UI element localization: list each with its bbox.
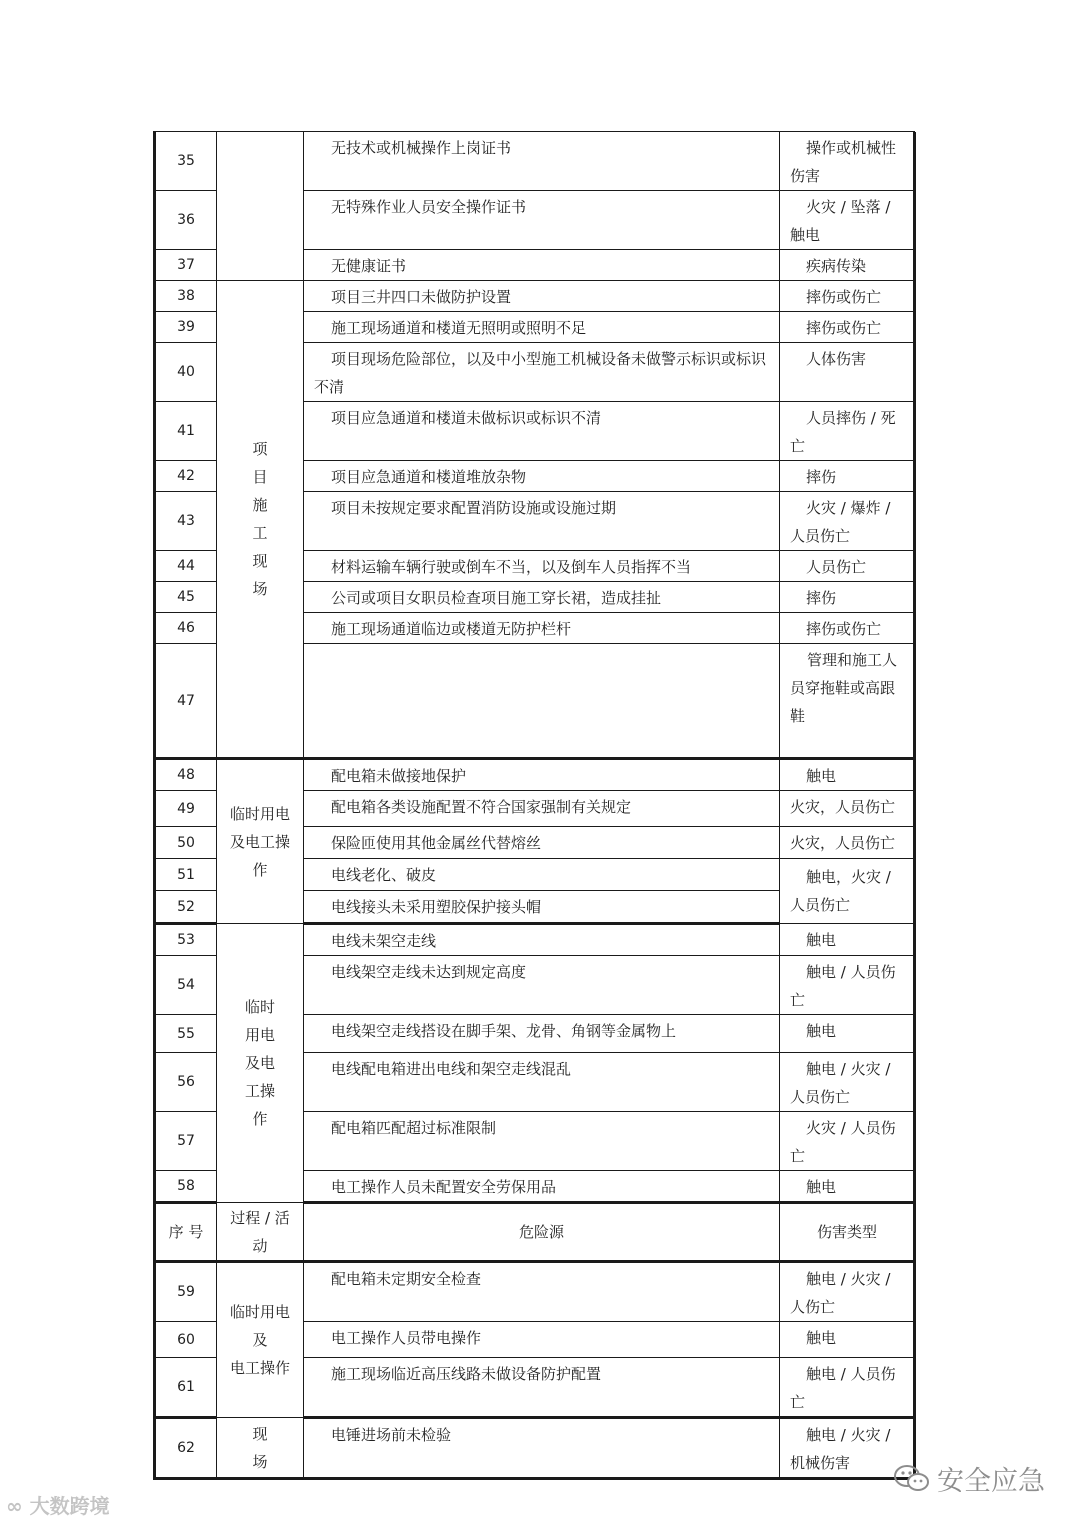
row-number: 53 (155, 924, 217, 956)
process-char: 施 (252, 496, 268, 514)
header-harm-type: 伤害类型 (780, 1203, 915, 1262)
row-number: 55 (155, 1015, 217, 1053)
row-number: 39 (155, 312, 217, 343)
harm-type-cell: 触电 / 人员伤亡 (780, 956, 915, 1015)
watermark-left (6, 1490, 110, 1519)
hazard-cell: 无健康证书 (304, 250, 780, 281)
process-line: 用电 (244, 1026, 275, 1044)
row-number: 54 (155, 956, 217, 1015)
row-number: 52 (155, 891, 217, 924)
row-number: 37 (155, 250, 217, 281)
header-number: 序 号 (155, 1203, 217, 1262)
process-char: 现 (252, 1424, 268, 1443)
hazard-cell: 项目应急通道和楼道未做标识或标识不清 (304, 402, 780, 461)
table-row (155, 759, 915, 791)
row-number: 59 (155, 1262, 217, 1322)
row-number: 51 (155, 859, 217, 891)
hazard-cell: 配电箱未定期安全检查 (304, 1262, 780, 1322)
harm-type-cell: 人体伤害 (780, 343, 915, 402)
harm-type-cell: 火灾，人员伤亡 (780, 791, 915, 827)
hazard-cell: 施工现场通道临边或楼道无防护栏杆 (304, 613, 780, 644)
harm-type-cell: 触电 (780, 1015, 915, 1053)
table-row (155, 132, 915, 191)
hazard-cell: 电线未架空走线 (304, 924, 780, 956)
harm-type-cell: 触电 / 火灾 / 人伤亡 (780, 1262, 915, 1322)
hazard-cell: 电线配电箱进出电线和架空走线混乱 (304, 1053, 780, 1112)
row-number: 38 (155, 281, 217, 312)
row-number: 48 (155, 759, 217, 791)
process-char: 现 (252, 552, 268, 570)
process-line: 及电 (244, 1054, 275, 1072)
hazard-cell: 材料运输车辆行驶或倒车不当，以及倒车人员指挥不当 (304, 551, 780, 582)
table-row (155, 924, 915, 956)
harm-type-cell: 人员摔伤 / 死亡 (780, 402, 915, 461)
hazard-cell: 项目未按规定要求配置消防设施或设施过期 (304, 492, 780, 551)
harm-type-cell: 触电 (780, 924, 915, 956)
hazard-cell: 公司或项目女职员检查项目施工穿长裙，造成挂扯 (304, 582, 780, 613)
process-line: 作 (252, 860, 268, 879)
process-char: 工 (252, 524, 268, 542)
table-row (155, 1262, 915, 1322)
watermark-left-text: 大数跨境 (29, 1494, 110, 1518)
harm-type-cell: 火灾 / 人员伤亡 (780, 1112, 915, 1171)
harm-type-cell: 火灾 / 坠落 / 触电 (780, 191, 915, 250)
hazard-cell: 电线接头未采用塑胶保护接头帽 (304, 891, 780, 924)
hazard-cell: 施工现场临近高压线路未做设备防护配置 (304, 1358, 780, 1418)
row-number: 46 (155, 613, 217, 644)
hazard-cell: 电线架空走线未达到规定高度 (304, 956, 780, 1015)
hazard-cell: 无特殊作业人员安全操作证书 (304, 191, 780, 250)
process-cell-empty (217, 132, 304, 281)
harm-type-cell: 触电 / 火灾 / 机械伤害 (780, 1418, 915, 1479)
hazard-cell: 电线架空走线搭设在脚手架、龙骨、角钢等金属物上 (304, 1015, 780, 1053)
header-process-line: 动 (252, 1236, 268, 1255)
header-process-line: 过程 / 活 (230, 1208, 290, 1227)
harm-type-cell: 触电 / 人员伤亡 (780, 1358, 915, 1418)
harm-type-cell: 触电 (780, 1171, 915, 1203)
wechat-icon (893, 1463, 931, 1495)
row-number: 56 (155, 1053, 217, 1112)
process-cell-site (217, 1418, 304, 1479)
harm-type-cell: 摔伤 (780, 461, 915, 492)
watermark-right (893, 1459, 1045, 1498)
harm-type-cell: 操作或机械性伤害 (780, 132, 915, 191)
hazard-cell: 项目三井四口未做防护设置 (304, 281, 780, 312)
harm-type-cell: 火灾 / 爆炸 / 人员伤亡 (780, 492, 915, 551)
hazard-cell: 配电箱各类设施配置不符合国家强制有关规定 (304, 791, 780, 827)
hazard-cell: 保险匝使用其他金属丝代替熔丝 (304, 827, 780, 859)
process-cell-site (217, 281, 304, 759)
harm-type-cell: 触电，火灾 / 人员伤亡 (780, 859, 915, 924)
watermark-right-text: 安全应急 (937, 1466, 1045, 1497)
process-char: 场 (252, 580, 268, 598)
row-number: 49 (155, 791, 217, 827)
hazard-table (153, 131, 916, 1480)
row-number: 47 (155, 644, 217, 759)
row-number: 40 (155, 343, 217, 402)
row-number: 62 (155, 1418, 217, 1479)
row-number: 50 (155, 827, 217, 859)
process-cell-empty (304, 644, 780, 759)
process-char: 目 (252, 468, 268, 486)
harm-type-cell: 摔伤或伤亡 (780, 312, 915, 343)
row-number: 35 (155, 132, 217, 191)
process-line: 电工操作 (229, 1359, 290, 1377)
process-line: 及电工操 (229, 832, 290, 851)
process-line: 及 (252, 1331, 268, 1349)
hazard-cell: 项目应急通道和楼道堆放杂物 (304, 461, 780, 492)
process-line: 作 (252, 1110, 268, 1128)
header-hazard: 危险源 (304, 1203, 780, 1262)
process-char: 场 (252, 1452, 268, 1471)
harm-type-cell: 人员伤亡 (780, 551, 915, 582)
harm-type-cell: 触电 (780, 759, 915, 791)
logo-icon: ∞ (6, 1494, 23, 1518)
row-number: 36 (155, 191, 217, 250)
hazard-cell: 管理和施工人员穿拖鞋或高跟鞋 (780, 644, 915, 759)
row-number: 42 (155, 461, 217, 492)
hazard-cell: 电工操作人员带电操作 (304, 1322, 780, 1358)
harm-type-cell: 火灾，人员伤亡 (780, 827, 915, 859)
process-line: 临时 (244, 998, 275, 1016)
harm-type-cell: 触电 (780, 1322, 915, 1358)
hazard-cell: 电工操作人员未配置安全劳保用品 (304, 1171, 780, 1203)
hazard-cell: 配电箱未做接地保护 (304, 759, 780, 791)
harm-type-cell: 触电 / 火灾 / 人员伤亡 (780, 1053, 915, 1112)
hazard-cell: 施工现场通道和楼道无照明或照明不足 (304, 312, 780, 343)
hazard-cell: 项目现场危险部位，以及中小型施工机械设备未做警示标识或标识不清 (304, 343, 780, 402)
process-char: 项 (252, 440, 268, 458)
process-cell-electric (217, 1262, 304, 1418)
row-number: 44 (155, 551, 217, 582)
process-cell-electric (217, 924, 304, 1203)
hazard-cell: 电锤进场前未检验 (304, 1418, 780, 1479)
table-row (155, 281, 915, 312)
row-number: 45 (155, 582, 217, 613)
row-number: 43 (155, 492, 217, 551)
row-number: 58 (155, 1171, 217, 1203)
hazard-cell: 无技术或机械操作上岗证书 (304, 132, 780, 191)
row-number: 57 (155, 1112, 217, 1171)
row-number: 61 (155, 1358, 217, 1418)
process-line: 临时用电 (229, 1303, 290, 1321)
harm-type-cell: 摔伤或伤亡 (780, 613, 915, 644)
process-line: 工操 (244, 1082, 275, 1100)
header-process (217, 1203, 304, 1262)
row-number: 41 (155, 402, 217, 461)
table-row (155, 1418, 915, 1479)
process-cell-electric (217, 759, 304, 924)
table-header-row (155, 1203, 915, 1262)
hazard-cell: 电线老化、破皮 (304, 859, 780, 891)
harm-type-cell: 摔伤 (780, 582, 915, 613)
row-number: 60 (155, 1322, 217, 1358)
hazard-cell: 配电箱匹配超过标准限制 (304, 1112, 780, 1171)
harm-type-cell: 摔伤或伤亡 (780, 281, 915, 312)
process-line: 临时用电 (229, 804, 290, 823)
harm-type-cell: 疾病传染 (780, 250, 915, 281)
